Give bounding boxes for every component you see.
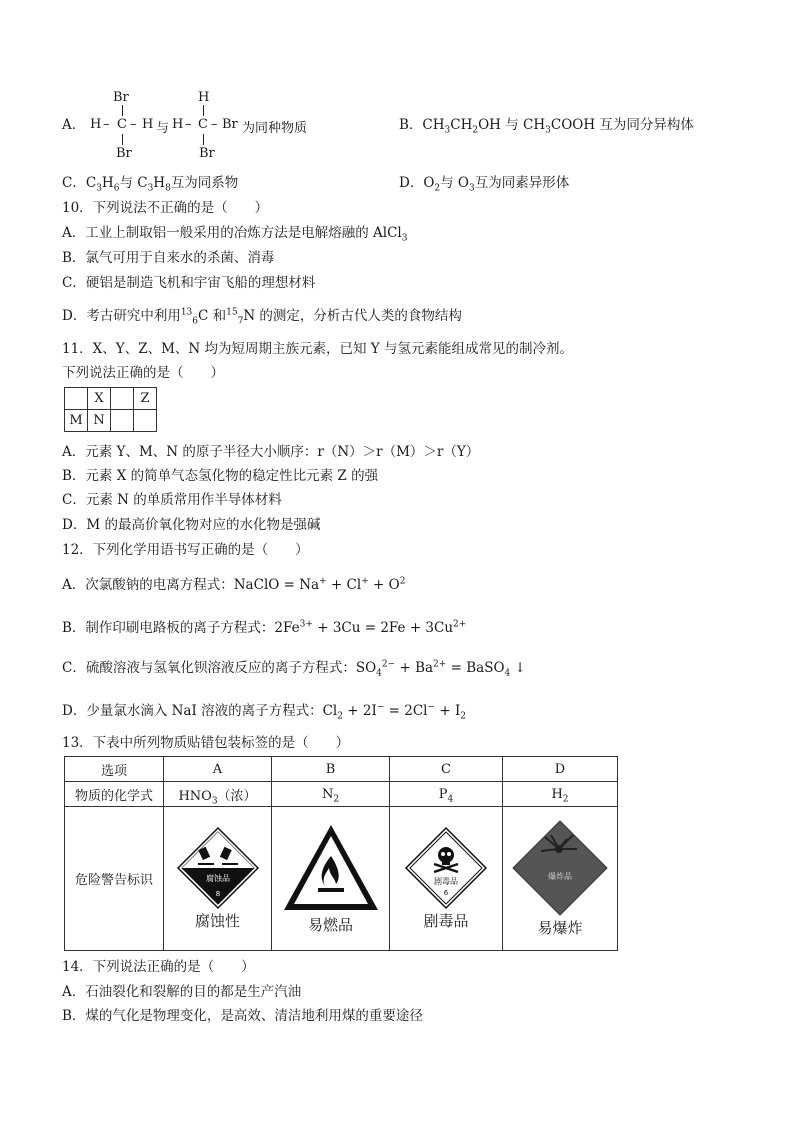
q14-option-a: A．石油裂化和裂解的目的都是生产汽油 — [62, 984, 302, 1000]
flammable-sign-icon — [281, 822, 381, 914]
sign-d-caption: 易爆炸 — [537, 919, 583, 937]
sign-cell-c — [390, 807, 503, 951]
formula-cell-b: $N_2$ — [272, 782, 390, 807]
grid-cell: Z — [134, 388, 157, 410]
sign-c-label: 剧毒品 — [434, 877, 458, 886]
q9-option-b: B．$CH_3CH_2OH$ 与 $CH_3COOH$ 互为同分异构体 — [399, 117, 694, 136]
q12-option-c: C．硫酸溶液与氢氧化钡溶液反应的离子方程式：$SO_4^{2-} + Ba^{2+}$ = BaSO$_4$ ↓ — [62, 659, 526, 679]
q9-option-a-letter: A． — [62, 117, 86, 133]
header-cell: B — [272, 757, 390, 782]
q11-periodic-grid — [64, 387, 157, 432]
grid-row — [65, 410, 157, 432]
sign-cell-b — [272, 807, 390, 951]
sign-b-caption: 易燃品 — [307, 916, 353, 934]
q12-option-b: B．制作印刷电路板的离子方程式：$2Fe^{3+} + 3Cu = 2Fe + 3Cu^{2+}$ — [62, 619, 467, 636]
mol1-top-atom: Br — [113, 90, 129, 105]
formula-cell-a: $HNO_3$（浓） — [164, 782, 272, 807]
grid-cell: X — [88, 388, 111, 410]
q9-option-c: C．$C_3H_6$与 $C_3H_8$互为同系物 — [62, 175, 239, 194]
grid-cell: M — [65, 410, 88, 432]
q13-sign-row — [65, 807, 618, 951]
q10-option-a: A．工业上制取铝一般采用的冶炼方法是电解熔融的 AlCl$_3$ — [62, 225, 408, 244]
q11-option-c: C．元素 N 的单质常用作半导体材料 — [62, 492, 282, 508]
q12-option-a: A．次氯酸钠的电离方程式：NaClO = $Na^+ + Cl^+ + O^2$ — [62, 576, 406, 593]
q14-stem: 14．下列说法正确的是（ ） — [62, 959, 255, 975]
q9-a-tail: 为同种物质 — [242, 121, 308, 136]
mol1-left-atom: H — [90, 117, 102, 132]
row-label: 物质的化学式 — [65, 782, 164, 807]
sign-c-caption: 剧毒品 — [423, 912, 469, 930]
q12-stem: 12．下列化学用语书写正确的是（ ） — [62, 542, 309, 558]
mol1-right-atom: H — [142, 117, 154, 132]
grid-row — [65, 388, 157, 410]
sign-c-number: 6 — [443, 889, 449, 897]
mol2-right-atom: Br — [222, 117, 238, 132]
header-cell: A — [164, 757, 272, 782]
q13-formula-row — [65, 782, 618, 807]
sign-a-number: 8 — [215, 890, 220, 898]
mol2-left-atom: H — [172, 117, 184, 132]
q13-table — [64, 756, 618, 951]
corrosive-sign-icon — [176, 826, 260, 910]
toxic-sign-icon — [404, 826, 488, 910]
q14-option-b: B．煤的气化是物理变化，是高效、清洁地利用煤的重要途径 — [62, 1008, 423, 1024]
q13-stem: 13．下表中所列物质贴错包装标签的是（ ） — [62, 735, 350, 751]
sign-a-label: 腐蚀品 — [205, 874, 230, 883]
q11-option-b: B．元素 X 的简单气态氢化物的稳定性比元素 Z 的强 — [62, 468, 379, 484]
q11-option-a: A．元素 Y、M、N 的原子半径大小顺序：r（N）＞r（M）＞r（Y） — [62, 444, 480, 460]
q10-option-b: B．氯气可用于自来水的杀菌、消毒 — [62, 250, 275, 266]
q9-option-d: D．$O_2$与 $O_3$互为同素异形体 — [399, 175, 570, 194]
grid-cell — [111, 410, 134, 432]
mol1-bottom-atom: Br — [116, 146, 132, 161]
exam-page: A． Br H – C – H Br 与 H H – C – Br Br 为同种物质 B．$CH_3CH_2OH$ 与 $CH_3COOH$ 互为同分异构体 C．$C_3H_6$与 $C_3H_8$互为同系物 D．$O_2$与 $O_3$互为同素异形体 10．下列说法不正确的是（ ） A．工业上制取铝一般采用的冶炼方法是电解熔融的 AlCl$_3$ B．氯气可用于自来水的杀菌、消毒 C．硬铝是制造飞机和宇宙飞船的理想材料 D．考古研究中利用$^{13}_6$C 和$^{15}_7$N 的测定，分析古代人类的食物结构 11．X、Y、Z、M、N 均为短周期主族元素，已知 Y 与氢元素能组成常见的制冷剂。 下列说法正确的是（ ） X Z M N A．元素 Y、M、N 的原子半径大小顺序：r（N）＞r（M）＞r（Y） B．元素 X 的简单气态氢化物的稳定性比元素 Z 的强 C．元素 N 的单质常用作半导体材料 D．M 的最高价氧化物对应的水化物是强碱 12．下列化学用语书写正确的是（ ） A．次氯酸钠的电离方程式：NaClO = $Na^+ + Cl^+ + O^2$ B．制作印刷电路板的离子方程式：$2Fe^{3+} + 3Cu = 2Fe + 3Cu^{2+}$ C．硫酸溶液与氢氧化钡溶液反应的离子方程式：$SO_4^{2-} + Ba^{2+}$ = BaSO$_4$ ↓ D．少量氯水滴入 NaI 溶液的离子方程式：$Cl_2 + 2I^- = 2Cl^- + I_2$ 13．下表中所列物质贴错包装标签的是（ ） 选项 A B C D 物质的化学式 $HNO_3$（浓） $N_2$ $P_4$ $H_2$ 危险警告标识 腐蚀品 8 腐蚀性 易燃品 剧毒品 6 剧毒品 爆炸品 易爆炸 14．下列说法正确的是（ ） A．石油裂化和裂解的目的都是生产汽油 B．煤的气化是物理变化，是高效、清洁地利用煤的重要途径 — [62, 90, 694, 1024]
header-cell: D — [503, 757, 618, 782]
header-cell: C — [390, 757, 503, 782]
q11-stem-2: 下列说法正确的是（ ） — [62, 365, 224, 381]
q13-header-row — [65, 757, 618, 782]
q10-option-c: C．硬铝是制造飞机和宇宙飞船的理想材料 — [62, 275, 316, 291]
row-label: 危险警告标识 — [65, 807, 164, 951]
sign-a-caption: 腐蚀性 — [194, 912, 240, 930]
grid-cell — [111, 388, 134, 410]
grid-cell — [134, 410, 157, 432]
mol2-carbon: C — [198, 117, 208, 132]
q11-option-d: D．M 的最高价氧化物对应的水化物是强碱 — [62, 517, 321, 533]
header-cell: 选项 — [65, 757, 164, 782]
mol1-carbon: C — [117, 117, 127, 132]
mol2-top-atom: H — [198, 90, 210, 105]
q10-option-d: D．考古研究中利用$^{13}_6$C 和$^{15}_7$N 的测定，分析古代人类的食物结构 — [62, 307, 462, 327]
q11-stem-1: 11．X、Y、Z、M、N 均为短周期主族元素，已知 Y 与氢元素能组成常见的制冷剂。 — [62, 341, 574, 357]
explosive-sign-icon — [511, 819, 609, 917]
grid-cell: N — [88, 410, 111, 432]
formula-cell-d: $H_2$ — [503, 782, 618, 807]
q10-stem: 10．下列说法不正确的是（ ） — [62, 200, 269, 216]
sign-cell-a — [164, 807, 272, 951]
q12-option-d: D．少量氯水滴入 NaI 溶液的离子方程式：$Cl_2 + 2I^- = 2Cl^- + I_2$ — [62, 702, 467, 722]
q9-a-conjunction: 与 — [156, 121, 170, 136]
formula-cell-c: $P_4$ — [390, 782, 503, 807]
grid-cell — [65, 388, 88, 410]
sign-d-label: 爆炸品 — [548, 872, 572, 881]
sign-cell-d — [503, 807, 618, 951]
mol2-bottom-atom: Br — [199, 146, 215, 161]
